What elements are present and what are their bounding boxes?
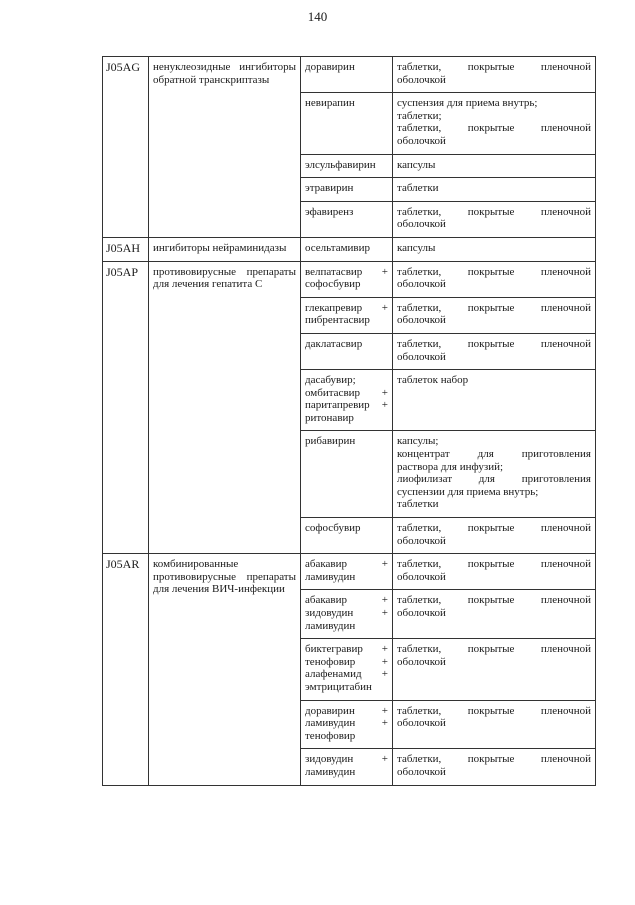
dosage-form-line: таблетки, покрытые пленочной [397,337,591,350]
plus-sign: + [381,265,388,278]
dosage-form-line: оболочкой [397,134,446,147]
dosage-form-line: оболочкой [397,607,446,619]
drug-name-line: осельтамивир [305,241,371,254]
drug-name-cell [301,333,393,369]
dosage-form-line: оболочкой [397,655,446,668]
drug-name-cell [301,57,393,93]
dosage-form-line: таблетки, покрытые пленочной [397,265,591,278]
plus-sign: + [381,717,388,730]
dosage-form-cell [393,370,596,431]
dosage-form-line: оболочкой [397,765,446,778]
drug-name-cell [301,154,393,178]
drug-name-cell [301,590,393,639]
dosage-form-line: оболочкой [397,350,446,363]
atc-code-cell: J05AG [103,57,149,238]
drug-name-line: этравирин [305,182,354,195]
group-name-cell [149,237,301,261]
drug-name-cell [301,431,393,518]
group-name-text: ингибиторы нейраминидазы [153,241,287,254]
dosage-form-line: оболочкой [397,570,446,583]
plus-sign: + [381,558,388,571]
drug-name-line: доравирин + [305,704,388,717]
dosage-form-cell [393,297,596,333]
dosage-form-cell [393,237,596,261]
page-number: 140 [307,9,328,24]
group-name-text: комбинированные противовирусные препараты для лечения ВИЧ-инфекции [153,558,296,596]
table-row [103,554,596,590]
dosage-form-cell [393,639,596,700]
dosage-form-cell [393,201,596,237]
dosage-form-cell [393,57,596,93]
plus-sign: + [381,594,388,607]
drug-name-line: рибавирин [305,435,356,448]
dosage-form-line: таблетки, покрытые пленочной [397,61,591,73]
drug-name-line: биктегравир + [305,643,388,656]
drug-name-cell [301,297,393,333]
plus-sign: + [381,655,388,668]
drug-name-line: доравирин [305,61,355,73]
dosage-form-line: капсулы [397,241,436,254]
drug-name-line: алафенамид + [305,668,388,681]
table-row [103,57,596,93]
drug-name-cell [301,370,393,431]
drug-name-cell [301,554,393,590]
drug-name-line: велпатасвир + [305,265,388,278]
atc-code-cell: J05AP [103,261,149,554]
drug-name-cell [301,639,393,700]
dosage-form-cell [393,261,596,297]
dosage-form-cell [393,178,596,202]
drug-name-line: глекапревир + [305,301,388,314]
drug-name-cell [301,178,393,202]
plus-sign: + [381,704,388,717]
group-name-cell [149,57,301,238]
drug-name-line: абакавир + [305,594,388,607]
drug-name-line: ритонавир [305,411,354,424]
dosage-form-line: таблеток набор [397,374,469,387]
dosage-form-cell [393,749,596,785]
drug-name-line: дасабувир; [305,374,356,387]
plus-sign: + [381,643,388,656]
drug-name-line: эфавиренз [305,205,354,218]
drug-name-cell [301,700,393,749]
dosage-form-cell [393,93,596,154]
plus-sign: + [381,753,388,766]
plus-sign: + [381,301,388,314]
dosage-form-line: концентрат для приготовления [397,448,591,461]
dosage-form-line: суспензия для приема внутрь; [397,97,538,110]
dosage-form-cell [393,590,596,639]
drug-name-line: зидовудин + [305,607,388,619]
dosage-form-line: капсулы [397,158,436,171]
dosage-form-cell [393,700,596,749]
drug-name-line: ламивудин + [305,717,388,730]
dosage-form-line: таблетки; [397,109,442,122]
drug-name-line: софосбувир [305,278,361,291]
drug-name-line: зидовудин + [305,753,388,766]
table-row [103,237,596,261]
drug-name-line: пибрентасвир [305,314,370,327]
dosage-form-line: таблетки [397,182,439,195]
dosage-form-line: оболочкой [397,278,446,291]
dosage-form-line: таблетки, покрытые пленочной [397,558,591,571]
dosage-form-cell [393,431,596,518]
dosage-form-line: таблетки [397,498,439,511]
drug-name-line: даклатасвир [305,337,363,350]
dosage-form-line: таблетки, покрытые пленочной [397,205,591,218]
group-name-text: противовирусные препараты для лечения гепатита С [153,265,296,291]
drug-name-cell [301,749,393,785]
plus-sign: + [381,607,388,619]
drug-name-cell [301,93,393,154]
dosage-form-line: таблетки, покрытые пленочной [397,753,591,766]
dosage-form-line: оболочкой [397,534,446,547]
atc-code-cell: J05AR [103,554,149,785]
dosage-form-line: оболочкой [397,717,446,730]
dosage-form-cell [393,333,596,369]
atc-code-cell: J05AH [103,237,149,261]
drug-name-line: омбитасвир + [305,386,388,399]
drug-name-cell [301,518,393,554]
drug-classification-table [102,56,596,786]
table-row [103,261,596,297]
dosage-form-line: таблетки, покрытые пленочной [397,594,591,607]
dosage-form-line: лиофилизат для приготовления [397,473,591,486]
dosage-form-line: оболочкой [397,218,446,231]
dosage-form-cell [393,154,596,178]
dosage-form-line: оболочкой [397,314,446,327]
drug-name-line: ламивудин [305,619,356,632]
group-name-cell [149,261,301,554]
drug-name-cell [301,201,393,237]
dosage-form-cell [393,554,596,590]
plus-sign: + [381,668,388,681]
plus-sign: + [381,386,388,399]
dosage-form-line: таблетки, покрытые пленочной [397,522,591,535]
dosage-form-line: таблетки, покрытые пленочной [397,301,591,314]
drug-name-line: ламивудин [305,570,356,583]
group-name-cell [149,554,301,785]
drug-name-line: тенофовир [305,729,356,742]
drug-name-line: тенофовир + [305,655,388,668]
dosage-form-line: оболочкой [397,73,446,86]
drug-name-cell [301,261,393,297]
group-name-text: ненуклеозидные ингибиторы обратной транскриптазы [153,61,296,86]
dosage-form-line: суспензии для приема внутрь; [397,485,539,498]
drug-name-line: элсульфавирин [305,158,376,171]
plus-sign: + [381,399,388,412]
drug-name-cell [301,237,393,261]
drug-name-line: ламивудин [305,765,356,778]
dosage-form-line: раствора для инфузий; [397,460,504,473]
drug-name-line: невирапин [305,97,355,110]
drug-name-line: софосбувир [305,522,361,535]
dosage-form-line: таблетки, покрытые пленочной [397,704,591,717]
dosage-form-cell [393,518,596,554]
drug-name-line: эмтрицитабин [305,680,372,693]
dosage-form-line: таблетки, покрытые пленочной [397,122,591,135]
dosage-form-line: капсулы; [397,435,439,448]
drug-name-line: абакавир + [305,558,388,571]
dosage-form-line: таблетки, покрытые пленочной [397,643,591,656]
drug-name-line: паритапревир + [305,399,388,412]
